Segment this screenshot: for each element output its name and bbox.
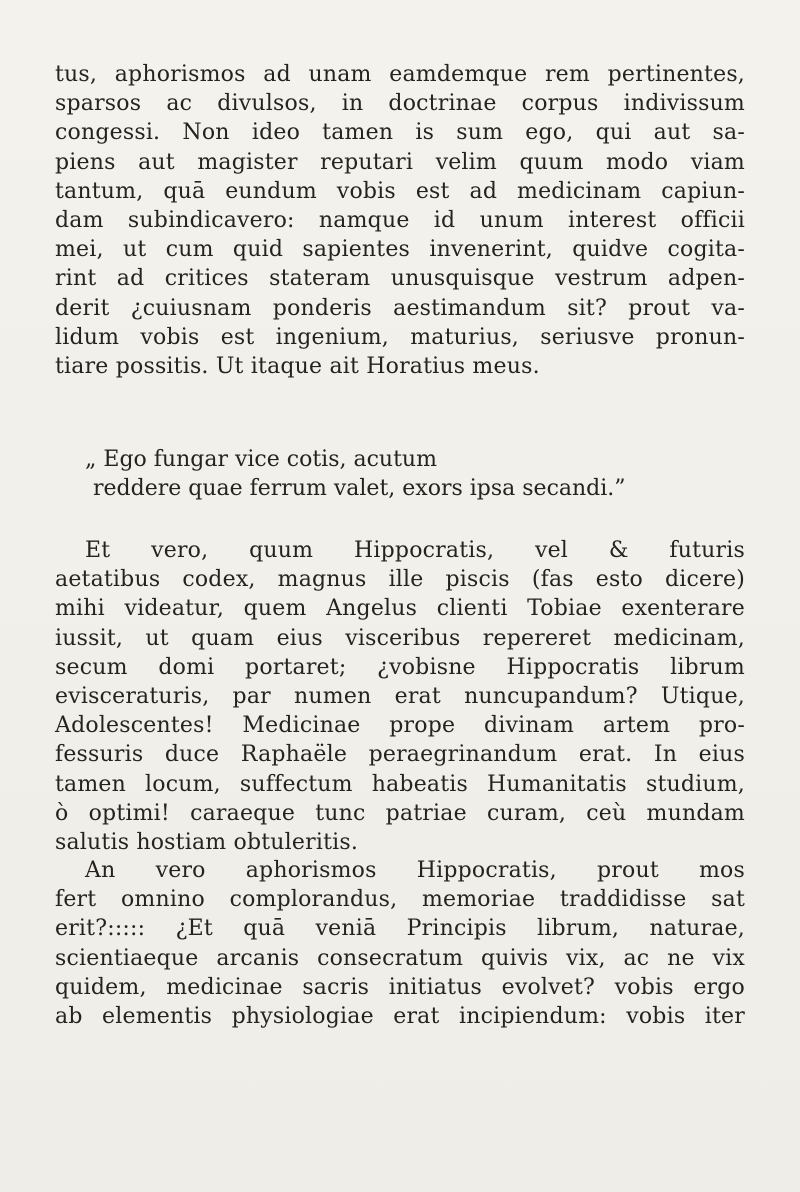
text-line: lidum vobis est ingenium, maturius, seriusve pronun- [55, 324, 745, 350]
text-line: mihi videatur, quem Angelus clienti Tobiae exenterare [55, 596, 745, 622]
text-line: ò optimi! caraeque tunc patriae curam, ceù mundam [55, 800, 745, 826]
text-line: rint ad critices stateram unusquisque vestrum adpen- [55, 266, 745, 292]
text-line: derit ¿cuiusnam ponderis aestimandum sit? prout va- [55, 295, 745, 321]
text-line: scientiaeque arcanis consecratum quivis vix, ac ne vix [55, 945, 745, 971]
text-line: erit?::::: ¿Et quā veniā Principis librum, naturae, [55, 916, 745, 942]
quote-line: „ Ego fungar vice cotis, acutum [85, 447, 437, 472]
text-line: Et vero, quum Hippocratis, vel & futuris [85, 538, 745, 563]
quote-line: reddere quae ferrum valet, exors ipsa secandi.” [93, 476, 626, 501]
text-line: tus, aphorismos ad unam eamdemque rem pertinentes, [55, 62, 745, 87]
text-line: ab elementis physiologiae erat incipiendum: vobis iter [55, 1003, 745, 1029]
text-line: tiare possitis. Ut itaque ait Horatius meus. [55, 353, 540, 379]
text-line: tamen locum, suffectum habeatis Humanitatis studium, [55, 771, 745, 797]
text-line: salutis hostiam obtuleritis. [55, 829, 359, 855]
text-line: tantum, quā eundum vobis est ad medicinam capiun- [55, 178, 745, 204]
text-line: secum domi portaret; ¿vobisne Hippocratis librum [55, 654, 745, 680]
text-line: evisceraturis, par numen erat nuncupandum? Utique, [55, 683, 745, 709]
paragraph-3 [55, 856, 745, 1031]
text-line: piens aut magister reputari velim quum modo viam [55, 149, 745, 175]
text-line: sparsos ac divulsos, in doctrinae corpus indivissum [55, 91, 745, 117]
paragraph-1 [55, 60, 745, 381]
text-line: congessi. Non ideo tamen is sum ego, qui aut sa- [55, 120, 745, 146]
text-line: An vero aphorismos Hippocratis, prout mos [85, 858, 745, 883]
text-line: Adolescentes! Medicinae prope divinam artem pro- [55, 713, 745, 739]
horace-quote [85, 445, 745, 503]
text-line: iussit, ut quam eius visceribus repereret medicinam, [55, 625, 745, 651]
text-line: quidem, medicinae sacris initiatus evolvet? vobis ergo [55, 974, 745, 1000]
text-line: fessuris duce Raphaële peraegrinandum erat. In eius [55, 742, 745, 768]
paragraph-2 [55, 536, 745, 857]
text-line: dam subindicavero: namque id unum interest officii [55, 207, 745, 233]
text-line: aetatibus codex, magnus ille piscis (fas esto dicere) [55, 567, 745, 593]
text-line: mei, ut cum quid sapientes invenerint, quidve cogita- [55, 237, 745, 263]
text-line: fert omnino complorandus, memoriae traddidisse sat [55, 887, 745, 913]
